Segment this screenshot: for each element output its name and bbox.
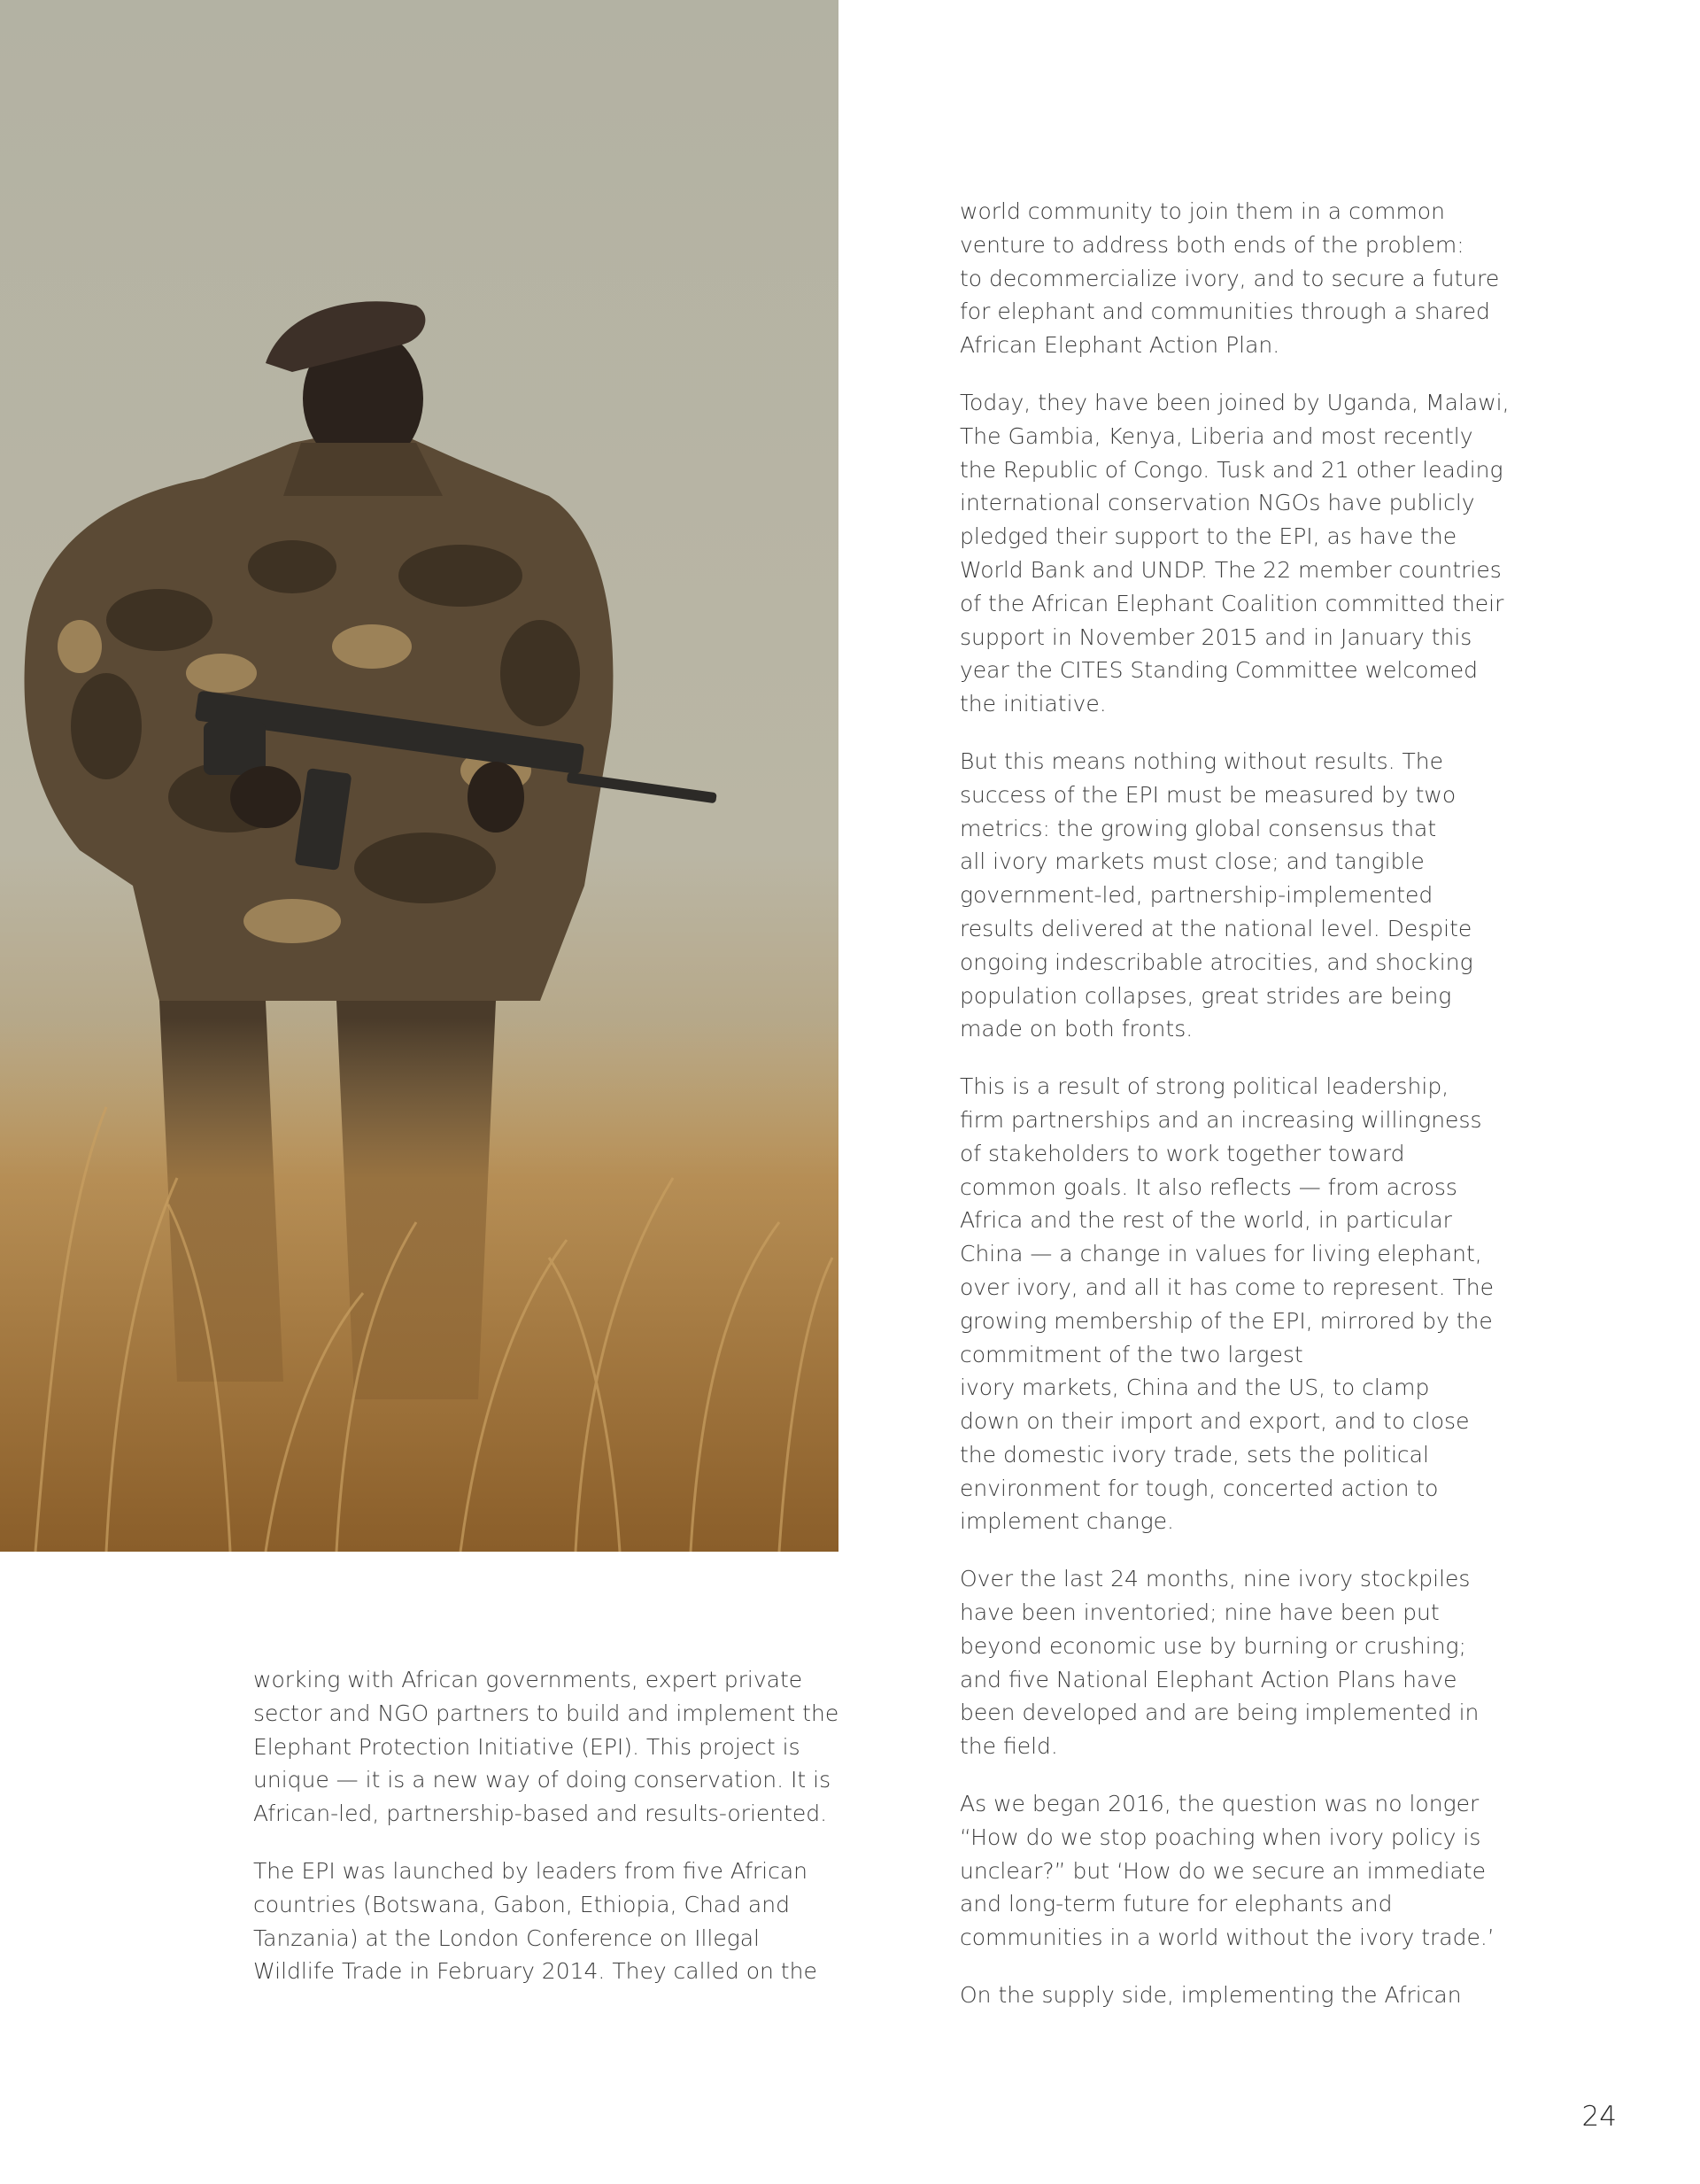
ranger-photo xyxy=(0,0,838,1552)
paragraph: But this means nothing without results. The success of the EPI must be measured by two metrics: the growing global consensus that all ivory markets must close; and tangible government-led, partnership-implemented results delivered at the national level. Despite ongoing indescribable atrocities, and shocking population collapses, great strides are being made on both fronts. xyxy=(960,747,1473,1042)
ranger-illustration xyxy=(0,0,838,1552)
paragraph: On the supply side, implementing the African xyxy=(960,1982,1462,2009)
page-number: 24 xyxy=(1581,2101,1617,2133)
right-text-column xyxy=(960,195,1535,2036)
paragraph: world community to join them in a common venture to address both ends of the problem: to decommercialize ivory, and to secure a future for elephant and communities through a shared African Elephant Action Plan. xyxy=(960,198,1500,359)
paragraph: This is a result of strong political leadership, firm partnerships and an increasing willingness of stakeholders to work together toward common goals. It also reflects — from across Africa and the rest of the world, in particular China — a change in values for living elephant, over ivory, and all it has come to represent. The growing membership of the EPI, mirrored by the commitment of the two largest ivory markets, China and the US, to clamp down on their import and export, and to close the domestic ivory trade, sets the political environment for tough, concerted action to implement change. xyxy=(960,1073,1494,1535)
paragraph: Today, they have been joined by Uganda, Malawi, The Gambia, Kenya, Liberia and most recently the Republic of Congo. Tusk and 21 other leading international conservation NGOs have publicly pledged their support to the EPI, as have the World Bank and UNDP. The 22 member countries of the African Elephant Coalition committed their support in November 2015 and in January this year the CITES Standing Committee welcomed the initiative. xyxy=(960,389,1510,717)
paragraph: As we began 2016, the question was no longer “How do we stop poaching when ivory policy is unclear?” but ‘How do we secure an immediate and long-term future for elephants and communities in a world without the ivory trade.’ xyxy=(960,1791,1495,1951)
left-text-column xyxy=(253,1663,873,2012)
paragraph: working with African governments, expert private sector and NGO partners to build and implement the Elephant Protection Initiative (EPI). This project is unique — it is a new way of doing conservation. It is African-led, partnership-based and results-oriented. xyxy=(253,1667,839,1827)
paragraph: Over the last 24 months, nine ivory stockpiles have been inventoried; nine have been put beyond economic use by burning or crushing; and five National Elephant Action Plans have been developed and are being implemented in the field. xyxy=(960,1566,1480,1760)
paragraph: The EPI was launched by leaders from five African countries (Botswana, Gabon, Ethiopia, Chad and Tanzania) at the London Conference on Illegal Wildlife Trade in February 2014. They called on the xyxy=(253,1857,817,1985)
